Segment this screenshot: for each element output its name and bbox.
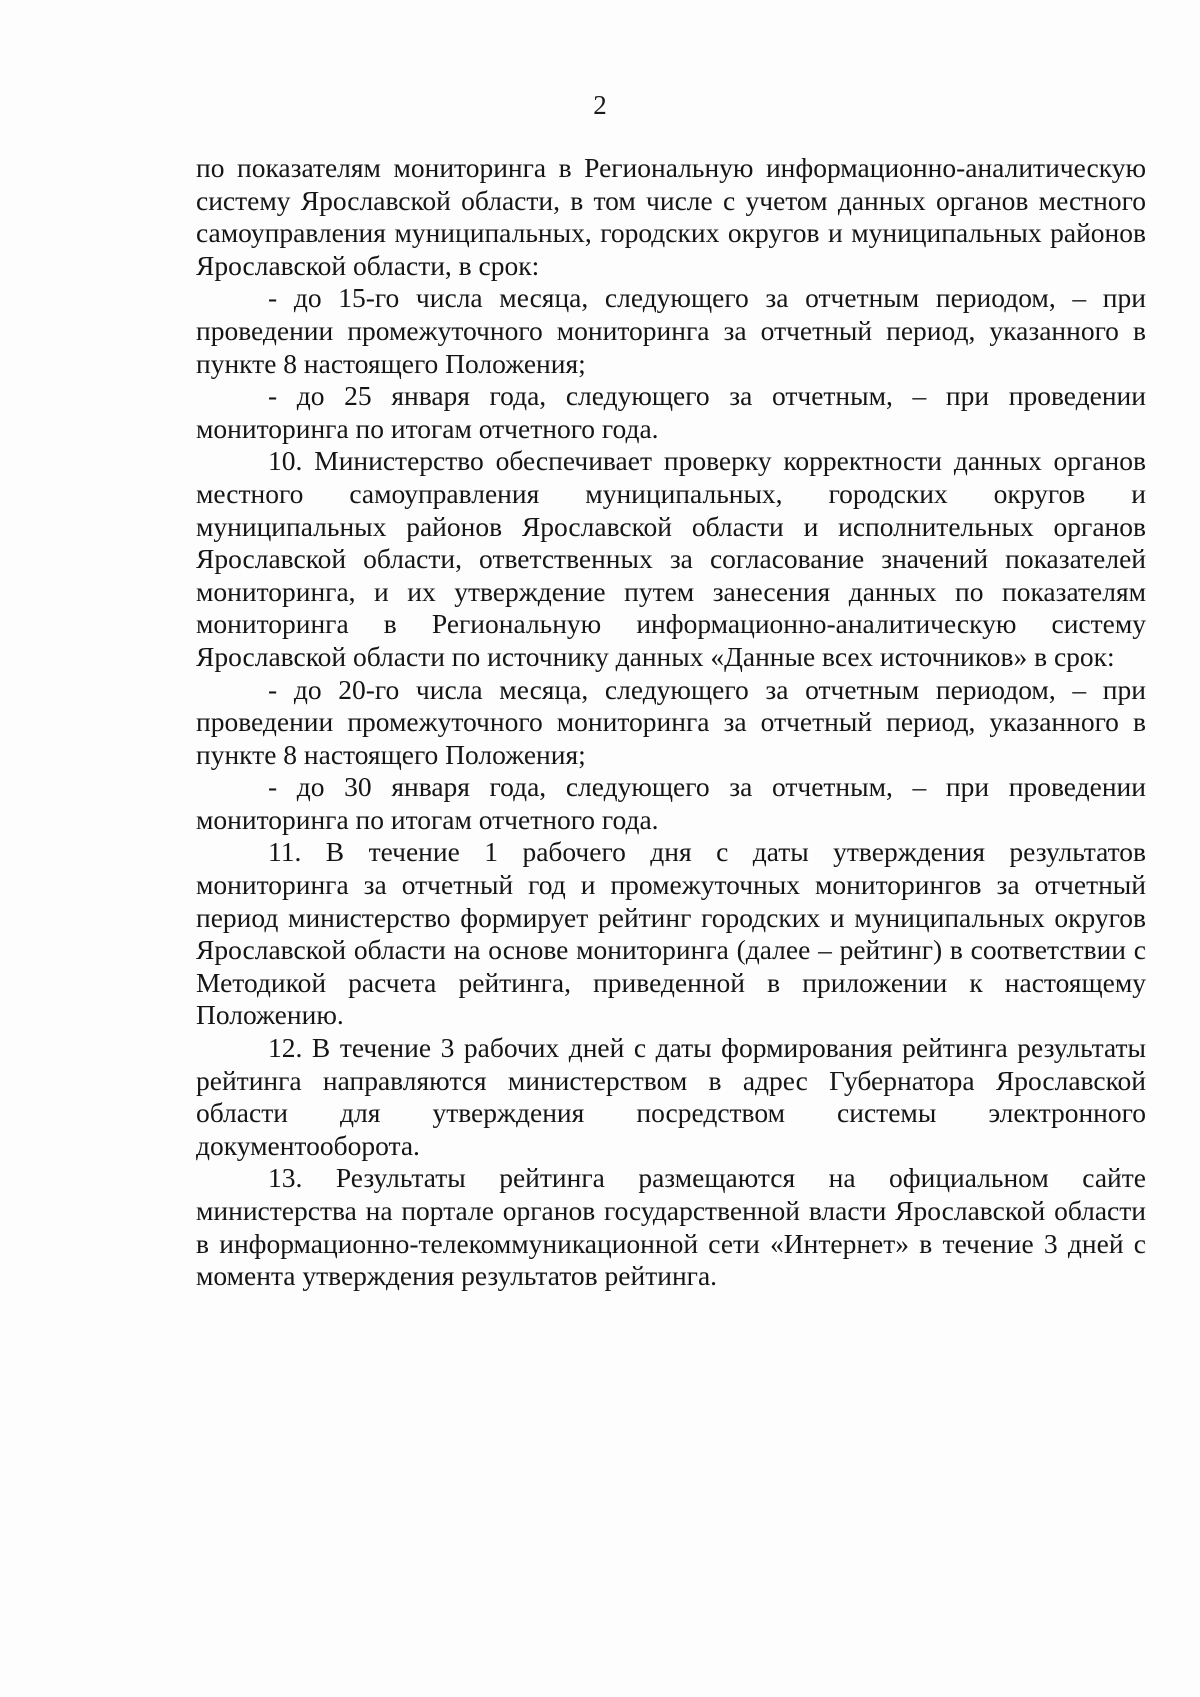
paragraph-10-item-a: - до 20-го числа месяца, следующего за отчетным периодом, – при проведении промежуточного мониторинга за отчетный период, указанного в пункте 8 настоящего Положения; (196, 673, 1146, 770)
paragraph-9-item-b: - до 25 января года, следующего за отчетным, – при проведении мониторинга по итогам отчетного года. (196, 380, 1146, 444)
paragraph-9-item-a: - до 15-го числа месяца, следующего за отчетным периодом, – при проведении промежуточного мониторинга за отчетный период, указанного в пункте 8 настоящего Положения; (196, 282, 1146, 379)
paragraph-13: 13. Результаты рейтинга размещаются на официальном сайте министерства на портале органов государственной власти Ярославской области в информационно-телекоммуникационной сети «Интернет» в течение 3 дней с момента утверждения результатов рейтинга. (196, 1162, 1146, 1292)
document-body (196, 152, 1146, 1293)
page-number: 2 (593, 90, 607, 120)
paragraph-12: 12. В течение 3 рабочих дней с даты формирования рейтинга результаты рейтинга направляются министерством в адрес Губернатора Ярославской области для утверждения посредством системы электронного документооборота. (196, 1032, 1146, 1161)
paragraph-11: 11. В течение 1 рабочего дня с даты утверждения результатов мониторинга за отчетный год и промежуточных мониторингов за отчетный период министерство формирует рейтинг городских и муниципальных округов Ярославской области на основе мониторинга (далее – рейтинг) в соответствии с Методикой расчета рейтинга, приведенной в приложении к настоящему Положению. (196, 836, 1146, 1031)
paragraph-9-continuation: по показателям мониторинга в Региональную информационно-аналитическую систему Ярославской области, в том числе с учетом данных органов местного самоуправления муниципальных, городских округов и муниципальных районов Ярославской области, в срок: (196, 152, 1146, 281)
paragraph-10-item-b: - до 30 января года, следующего за отчетным, – при проведении мониторинга по итогам отчетного года. (196, 771, 1146, 835)
paragraph-10: 10. Министерство обеспечивает проверку корректности данных органов местного самоуправления муниципальных, городских округов и муниципальных районов Ярославской области и исполнительных органов Ярославской области, ответственных за согласование значений показателей мониторинга, и их утверждение путем занесения данных по показателям мониторинга в Региональную информационно-аналитическую систему Ярославской области по источнику данных «Данные всех источников» в срок: (196, 445, 1146, 672)
